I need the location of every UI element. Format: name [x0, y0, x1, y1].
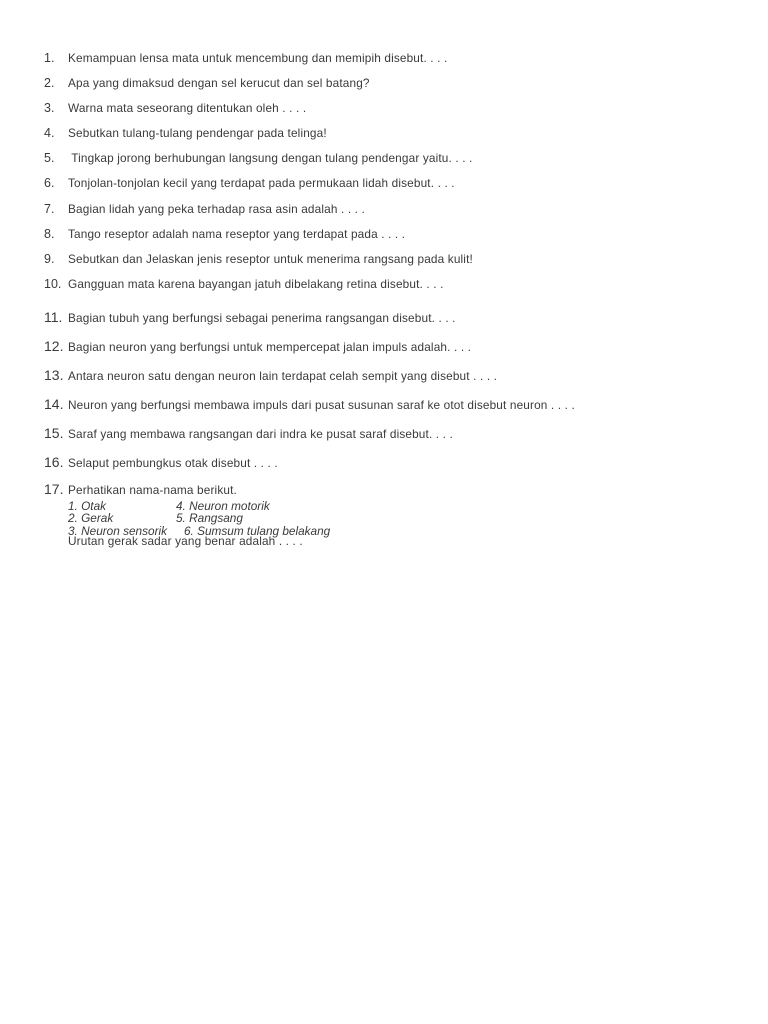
question-text: Neuron yang berfungsi membawa impuls dari pusat susunan saraf ke otot disebut neuron . . . .: [68, 398, 575, 412]
question-text: Tingkap jorong berhubungan langsung dengan tulang pendengar yaitu. . . .: [68, 151, 473, 165]
question-number: 11.: [44, 309, 63, 325]
question-text: Tango reseptor adalah nama reseptor yang terdapat pada . . . .: [68, 227, 406, 241]
question-number: 8.: [44, 227, 55, 241]
option-item: 4. Neuron motorik: [176, 499, 270, 513]
question-number: 6.: [44, 176, 55, 190]
question-number: 16.: [44, 454, 64, 470]
question-text: Saraf yang membawa rangsangan dari indra ke pusat saraf disebut. . . .: [68, 427, 453, 441]
question-text: Bagian tubuh yang berfungsi sebagai penerima rangsangan disebut. . . .: [68, 311, 456, 325]
question-number: 17.: [44, 481, 64, 497]
question-number: 4.: [44, 126, 55, 140]
option-item: 6. Sumsum tulang belakang: [184, 523, 331, 538]
question-text: Bagian lidah yang peka terhadap rasa asin adalah . . . .: [68, 202, 365, 216]
question-17-options: [68, 500, 368, 537]
option-item: 1. Otak: [68, 499, 107, 513]
question-number: 2.: [44, 76, 55, 90]
question-number: 15.: [44, 425, 64, 441]
question-text: Sebutkan tulang-tulang pendengar pada telinga!: [68, 126, 327, 140]
question-number: 1.: [44, 51, 55, 65]
question-number: 12.: [44, 338, 64, 354]
option-item: 2. Gerak: [68, 511, 114, 526]
question-text: Tonjolan-tonjolan kecil yang terdapat pada permukaan lidah disebut. . . .: [68, 176, 455, 190]
question-number: 7.: [44, 202, 55, 216]
question-number: 3.: [44, 101, 55, 115]
option-item: 3. Neuron sensorik: [68, 523, 168, 538]
question-number: 10.: [44, 277, 62, 291]
question-text: Antara neuron satu dengan neuron lain terdapat celah sempit yang disebut . . . .: [68, 369, 498, 383]
option-item: 5. Rangsang: [176, 511, 243, 526]
question-text: Perhatikan nama-nama berikut.: [68, 483, 237, 497]
question-text: Apa yang dimaksud dengan sel kerucut dan sel batang?: [68, 76, 370, 90]
question-text: Kemampuan lensa mata untuk mencembung dan memipih disebut. . . .: [68, 51, 448, 65]
option-row: [68, 512, 368, 524]
question-text: Gangguan mata karena bayangan jatuh dibelakang retina disebut. . . .: [68, 277, 444, 291]
question-text: Selaput pembungkus otak disebut . . . .: [68, 456, 278, 470]
question-number: 13.: [44, 367, 64, 383]
question-number: 5.: [44, 151, 55, 165]
question-text: Bagian neuron yang berfungsi untuk mempercepat jalan impuls adalah. . . .: [68, 340, 472, 354]
question-text: Sebutkan dan Jelaskan jenis reseptor untuk menerima rangsang pada kulit!: [68, 252, 473, 266]
question-17-closing: Urutan gerak sadar yang benar adalah . . . .: [68, 534, 303, 548]
question-number: 14.: [44, 396, 64, 412]
question-text: Warna mata seseorang ditentukan oleh . . . .: [68, 101, 307, 115]
question-number: 9.: [44, 252, 55, 266]
